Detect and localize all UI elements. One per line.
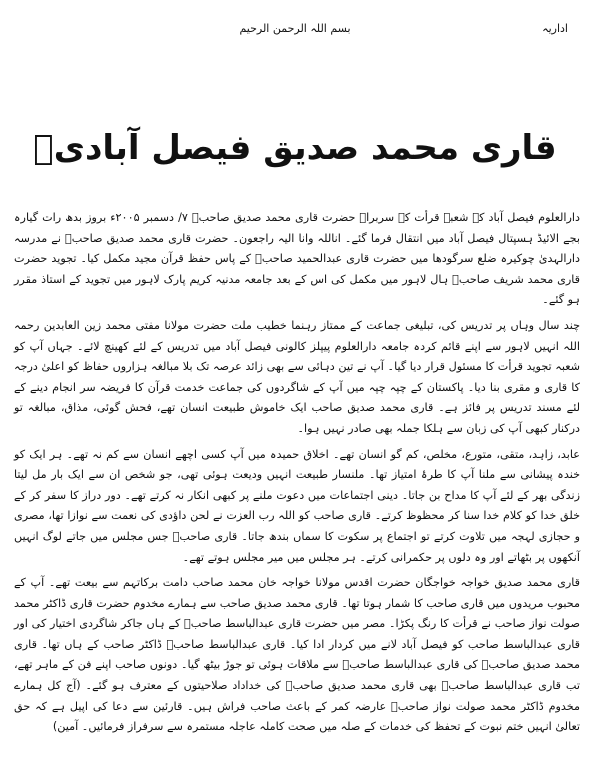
article-title: قاری محمد صدیق فیصل آبادیؒ	[33, 128, 557, 168]
paragraph-3: عابد، زاہد، متقی، متورع، مخلص، کم گو انسان تھے۔ اخلاق حمیدہ میں آپ کسی اچھے انسان سے کم نہ تھے۔ ہر ایک کو خندہ پیشانی سے ملنا آپ کا طرۂ امتیاز تھا۔ ملنسار طبیعت انہیں ودیعت ہوئی تھی، جو شخص ان سے ایک بار مل لیتا زندگی بھر کے لئے آپ کا مداح بن جاتا۔ دینی اجتماعات میں دعوت ملنے پر کبھی انکار نہ کرتے تھے۔ دور دراز کا سفر کر کے خلق خدا کو کلام خدا سنا کر محظوظ کرتے۔ قاری صاحب کو اللہ رب العزت نے لحن داؤدی کی نعمت سے نوازا تھا، مصری و حجازی لہجہ میں تلاوت کرتے تو اجتماع پر سکوت کا سماں بندھ جاتا۔ قاری صاحبؒ جس مجلس میں جاتے لوگ انہیں آنکھوں پر بٹھاتے اور وہ دلوں پر حکمرانی کرتے۔ ہر مجلس میں میر مجلس ہوتے تھے۔	[14, 447, 580, 564]
paragraph-1: دارالعلوم فیصل آباد کے شعبہ قرأت کے سربراہ حضرت قاری محمد صدیق صاحبؒ ۷/ دسمبر ۲۰۰۵ء بروز بدھ رات گیارہ بجے الائیڈ ہسپتال فیصل آباد میں انتقال فرما گئے۔ اناللہ وانا الیہ راجعون۔ حضرت قاری محمد صدیق صاحبؒ نے مدرسہ دارالہدیٰ چوکیرہ ضلع سرگودھا میں حضرت قاری عبدالحمید صاحبؒ کے پاس حفظ قرآن مجید مکمل کیا۔ تجوید حضرت قاری محمد شریف صاحبؒ ہال لاہور میں مکمل کی اس کے بعد جامعہ مدنیہ کریم پارک لاہور میں تجوید کے استاذ مقرر ہو گئے۔	[14, 211, 580, 307]
paragraph-4: قاری محمد صدیق خواجہ خواجگان حضرت اقدس مولانا خواجہ خان محمد صاحب دامت برکاتہم سے بیعت تھے۔ آپ کے محبوب مریدوں میں قاری صاحب کا شمار ہوتا تھا۔ قاری محمد صدیق صاحب سے ہمارے مخدوم حضرت قاری ڈاکٹر محمد صولت نواز صاحب نے قرأت کا رنگ پکڑا۔ مصر میں حضرت قاری عبدالباسط صاحبؒ کے ہاں جاکر شاگردی اختیار کی اور قاری عبدالباسط صاحب کو فیصل آباد لانے میں کردار ادا کیا۔ قاری عبدالباسط صاحبؒ ڈاکٹر صاحب کے ہاں تھا۔ قاری محمد صدیق صاحبؒ کی قاری عبدالباسط صاحبؒ سے ملاقات ہوئی تو جوڑ بیٹھ گیا۔ دونوں صاحب اپنے فن کے ماہر تھے، تب قاری عبدالباسط صاحبؒ بھی قاری محمد صدیق صاحبؒ کی خداداد صلاحیتوں کے معترف ہو گئے۔ (آج کل ہمارے مخدوم ڈاکٹر محمد صولت نواز صاحبؒ عارضہ کمر کے باعث صاحب فراش ہیں۔ قارئین سے دعا کی اپیل ہے کہ حق تعالیٰ انہیں ختم نبوت کے تحفظ کی خدمات کے صلہ میں صحت کاملہ عاجلہ مستمرہ سے سرفراز فرمائیں۔ آمین)	[14, 576, 580, 734]
article-body	[14, 208, 580, 743]
bismillah-heading: بسم اللہ الرحمن الرحیم	[239, 22, 351, 35]
section-label: اداریہ	[542, 22, 568, 35]
paragraph-2: چند سال وہاں پر تدریس کی، تبلیغی جماعت کے ممتاز رہنما خطیب ملت حضرت مولانا مفتی محمد زین العابدین رحمہ اللہ انہیں لاہور سے اپنے قائم کردہ جامعہ دارالعلوم پیپلز کالونی فیصل آباد میں تدریس کے لئے کھینچ لائے۔ جہاں آپ کو شعبہ تجوید قرأت کا مسئول قرار دیا گیا۔ آپ نے تین دہائی سے بھی زائد عرصہ تک بلا مبالغہ ہزاروں حفاظ کو اعلیٰ درجہ کا قاری و مقری بنا دیا۔ پاکستان کے چپہ چپہ میں آپ کے شاگردوں کی جماعت خدمت قرآن کا فریضہ سر انجام دینے کے لئے مسند تدریس پر فائز ہے۔ قاری محمد صدیق صاحب ایک خاموش طبیعت انسان تھے، فحش گوئی، مذاق، مبالغہ تو درکنار کبھی آپ کی زبان سے ہلکا جملہ بھی صادر نہیں ہوا۔	[14, 318, 580, 435]
